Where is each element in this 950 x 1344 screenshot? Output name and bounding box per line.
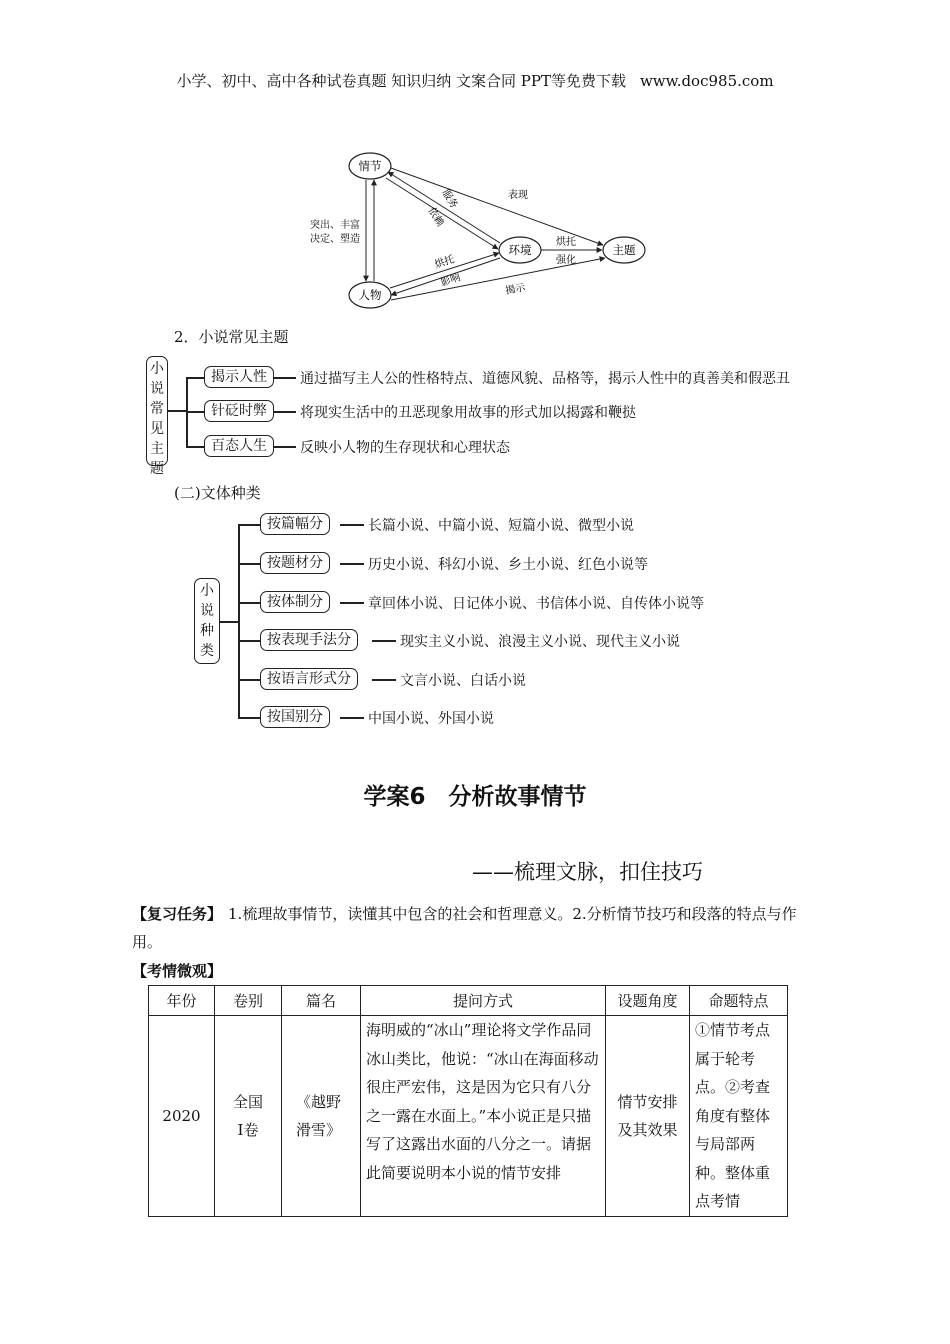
node-character bbox=[349, 282, 391, 308]
col-features: 命题特点 bbox=[690, 986, 788, 1016]
genre-desc-6: 中国小说、外国小说 bbox=[368, 711, 494, 727]
elements-relationship-diagram bbox=[300, 148, 660, 318]
node-environment-label: 环境 bbox=[508, 243, 532, 257]
node-theme-label: 主题 bbox=[612, 243, 636, 257]
genre-label-6: 按国别分 bbox=[260, 706, 330, 728]
edge-label-env-theme-1: 烘托 bbox=[556, 237, 576, 248]
genre-label-4: 按表现手法分 bbox=[260, 629, 358, 651]
edge-environment-plot bbox=[388, 172, 500, 243]
edge-label-char-env-1: 烘托 bbox=[433, 254, 456, 271]
theme-desc-2: 将现实生活中的丑恶现象用故事的形式加以揭露和鞭挞 bbox=[300, 405, 636, 421]
cell-features: ①情节考点属于轮考点。②考查角度有整体与局部两种。整体重点考情 bbox=[690, 1016, 788, 1217]
genre-desc-5: 文言小说、白话小说 bbox=[400, 673, 526, 689]
cell-year: 2020 bbox=[149, 1016, 215, 1217]
genre-label-2: 按题材分 bbox=[260, 552, 330, 574]
genre-label-3: 按体制分 bbox=[260, 591, 330, 613]
genre-desc-4: 现实主义小说、浪漫主义小说、现代主义小说 bbox=[400, 634, 680, 650]
theme-desc-3: 反映小人物的生存现状和心理状态 bbox=[300, 440, 510, 456]
theme-label-2: 针砭时弊 bbox=[204, 400, 274, 422]
review-task-label: 【复习任务】 bbox=[132, 905, 223, 923]
col-angle: 设题角度 bbox=[606, 986, 690, 1016]
edge-label-env-theme-2: 强化 bbox=[556, 255, 576, 266]
cell-title: 《越野 滑雪》 bbox=[282, 1016, 361, 1217]
review-task bbox=[132, 900, 822, 956]
genre-desc-2: 历史小说、科幻小说、乡土小说、红色小说等 bbox=[368, 557, 648, 573]
node-environment bbox=[499, 237, 541, 263]
theme-desc-1: 通过描写主人公的性格特点、道德风貌、品格等，揭示人性中的真善美和假恶丑 bbox=[300, 371, 790, 387]
edge-label-express: 表现 bbox=[508, 190, 528, 201]
edge-label-char-env-2: 影响 bbox=[439, 272, 462, 289]
col-year: 年份 bbox=[149, 986, 215, 1016]
themes-root-box: 小 说 常 见 主 题 bbox=[146, 356, 168, 466]
col-question: 提问方式 bbox=[361, 986, 606, 1016]
cell-question: 海明威的“冰山”理论将文学作品同冰山类比，他说：“冰山在海面移动很庄严宏伟，这是因为它只有八分之一露在水面上。”本小说正是只描写了这露出水面的八分之一。请据此简要说明本小说的情节安排 bbox=[361, 1016, 606, 1217]
cell-paper: 全国 Ⅰ卷 bbox=[215, 1016, 282, 1217]
edge-label-plot-char-2: 决定、塑造 bbox=[310, 234, 360, 245]
edge-label-depend: 依赖 bbox=[425, 205, 446, 229]
edge-label-plot-char-1: 突出、丰富 bbox=[310, 220, 360, 231]
edge-plot-theme bbox=[391, 168, 603, 245]
theme-label-3: 百态人生 bbox=[204, 435, 274, 457]
genres-connector-vertical bbox=[238, 524, 240, 718]
col-title: 篇名 bbox=[282, 986, 361, 1016]
genre-desc-3: 章回体小说、日记体小说、书信体小说、自传体小说等 bbox=[368, 596, 704, 612]
node-character-label: 人物 bbox=[358, 288, 382, 302]
node-theme bbox=[603, 237, 645, 263]
exam-overview-label: 【考情微观】 bbox=[132, 962, 223, 980]
genres-heading: (二)文体种类 bbox=[174, 484, 261, 502]
themes-heading: 2．小说常见主题 bbox=[174, 328, 289, 346]
genres-connector-root bbox=[220, 621, 238, 623]
exam-table bbox=[148, 985, 788, 1217]
table-header-row bbox=[149, 986, 788, 1016]
node-plot bbox=[349, 153, 391, 179]
genre-label-5: 按语言形式分 bbox=[260, 668, 358, 690]
genre-label-1: 按篇幅分 bbox=[260, 513, 330, 535]
lesson-subtitle: ——梳理文脉，扣住技巧 bbox=[472, 860, 703, 884]
cell-angle: 情节安排 及其效果 bbox=[606, 1016, 690, 1217]
header-url: www.doc985.com bbox=[639, 72, 774, 90]
theme-label-1: 揭示人性 bbox=[204, 366, 274, 388]
col-paper: 卷别 bbox=[215, 986, 282, 1016]
review-task-text: 1.梳理故事情节，读懂其中包含的社会和哲理意义。2.分析情节技巧和段落的特点与作用。 bbox=[132, 905, 797, 951]
lesson-title: 学案6 分析故事情节 bbox=[363, 784, 587, 810]
table-row bbox=[149, 1016, 788, 1217]
themes-connector-root bbox=[168, 410, 186, 412]
genre-desc-1: 长篇小说、中篇小说、短篇小说、微型小说 bbox=[368, 518, 634, 534]
genres-root-box: 小 说 种 类 bbox=[194, 578, 220, 664]
header-left-text: 小学、初中、高中各种试卷真题 知识归纳 文案合同 PPT等免费下载 bbox=[176, 72, 626, 90]
page-header bbox=[0, 70, 950, 91]
edge-label-reveal: 揭示 bbox=[504, 282, 527, 297]
edge-plot-environment bbox=[386, 178, 498, 249]
node-plot-label: 情节 bbox=[358, 159, 382, 173]
edge-label-serve: 服务 bbox=[439, 187, 460, 211]
